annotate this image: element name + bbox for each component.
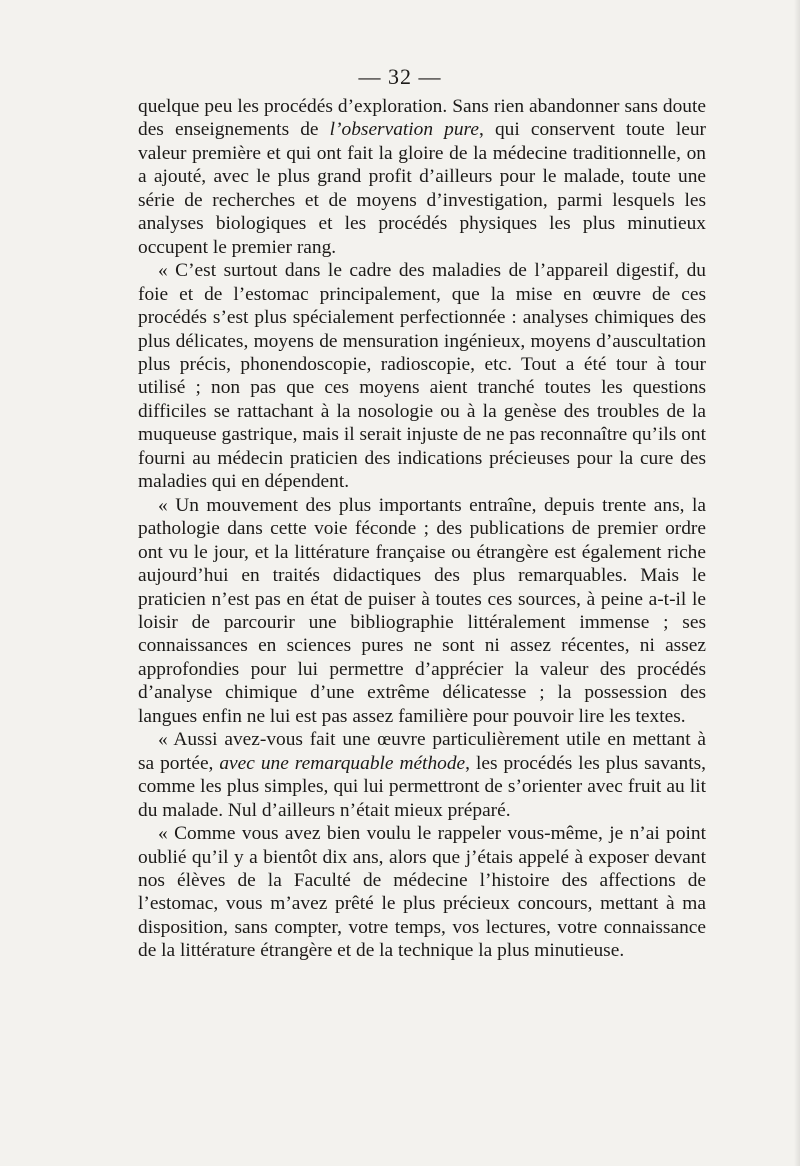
paragraph bbox=[138, 95, 706, 259]
text-run: « Un mouvement des plus importants entraîne, depuis trente ans, la pathologie dans cette voie féconde ; des publications de premier ordre ont vu le jour, et la littérature française ou étrangère est également riche aujourd’hui en traités didactiques des plus remarquables. Mais le praticien n’est pas en état de puiser à toutes ces sources, à peine a-t-il le loisir de parcourir une bibliographie littéralement immense ; ses connaissances en sciences pures ne sont ni assez récentes, ni assez approfondies pour lui permettre d’apprécier la valeur des procédés d’analyse chimique d’une extrême délicatesse ; la possession des langues enfin ne lui est pas assez familière pour pouvoir lire les textes. bbox=[138, 494, 706, 727]
text-run: « C’est surtout dans le cadre des maladies de l’appareil digestif, du foie et de l’estomac principalement, que la mise en œuvre de ces procédés s’est plus spécialement perfectionnée : analyses chimiques des plus délicates, moyens de mensuration ingénieux, moyens d’auscultation plus précis, phonendoscopie, radioscopie, etc. Tout a été tour à tour utilisé ; non pas que ces moyens aient tranché toutes les questions difficiles se rattachant à la nosologie ou à la genèse des troubles de la muqueuse gastrique, mais il serait injuste de ne pas reconnaître qu’ils ont fourni au médecin praticien des indications précieuses pour la cure des maladies qui en dépendent. bbox=[138, 260, 706, 493]
paragraph bbox=[138, 822, 706, 963]
page-edge-shadow bbox=[794, 0, 800, 1166]
body-text bbox=[138, 95, 706, 963]
text-run: « Aussi avez-vous fait une œuvre particulièrement utile en mettant à sa portée, bbox=[138, 729, 706, 774]
page-number: — 32 — bbox=[358, 64, 442, 89]
text-run: « Comme vous avez bien voulu le rappeler vous-même, je n’ai point oublié qu’il y a bientôt dix ans, alors que j’étais appelé à exposer devant nos élèves de la Faculté de médecine l’histoire des affections de l’estomac, vous m’avez prêté le plus précieux concours, mettant à ma disposition, sans compter, votre temps, vos lectures, votre connaissance de la littérature étrangère et de la technique la plus minutieuse. bbox=[138, 823, 706, 962]
text-run: , qui conservent toute leur valeur première et qui ont fait la gloire de la médecine traditionnelle, on a ajouté, avec le plus grand profit d’ailleurs pour le malade, toute une série de recherches et de moyens d’investigation, parmi lesquels les analyses biologiques et les procédés physiques les plus minutieux occupent le premier rang. bbox=[138, 119, 706, 258]
text-run: quelque peu les procédés d’exploration. Sans rien abandonner sans doute des enseignements de bbox=[138, 96, 706, 141]
text-run: , les procédés les plus savants, comme les plus simples, qui lui permettront de s’orienter avec fruit au lit du malade. Nul d’ailleurs n’était mieux préparé. bbox=[138, 752, 706, 821]
paragraph bbox=[138, 259, 706, 494]
paragraph bbox=[138, 494, 706, 729]
italic-text-run: avec une remarquable méthode bbox=[219, 752, 466, 774]
italic-text-run: l’observation pure bbox=[329, 119, 479, 141]
paragraph bbox=[138, 728, 706, 822]
